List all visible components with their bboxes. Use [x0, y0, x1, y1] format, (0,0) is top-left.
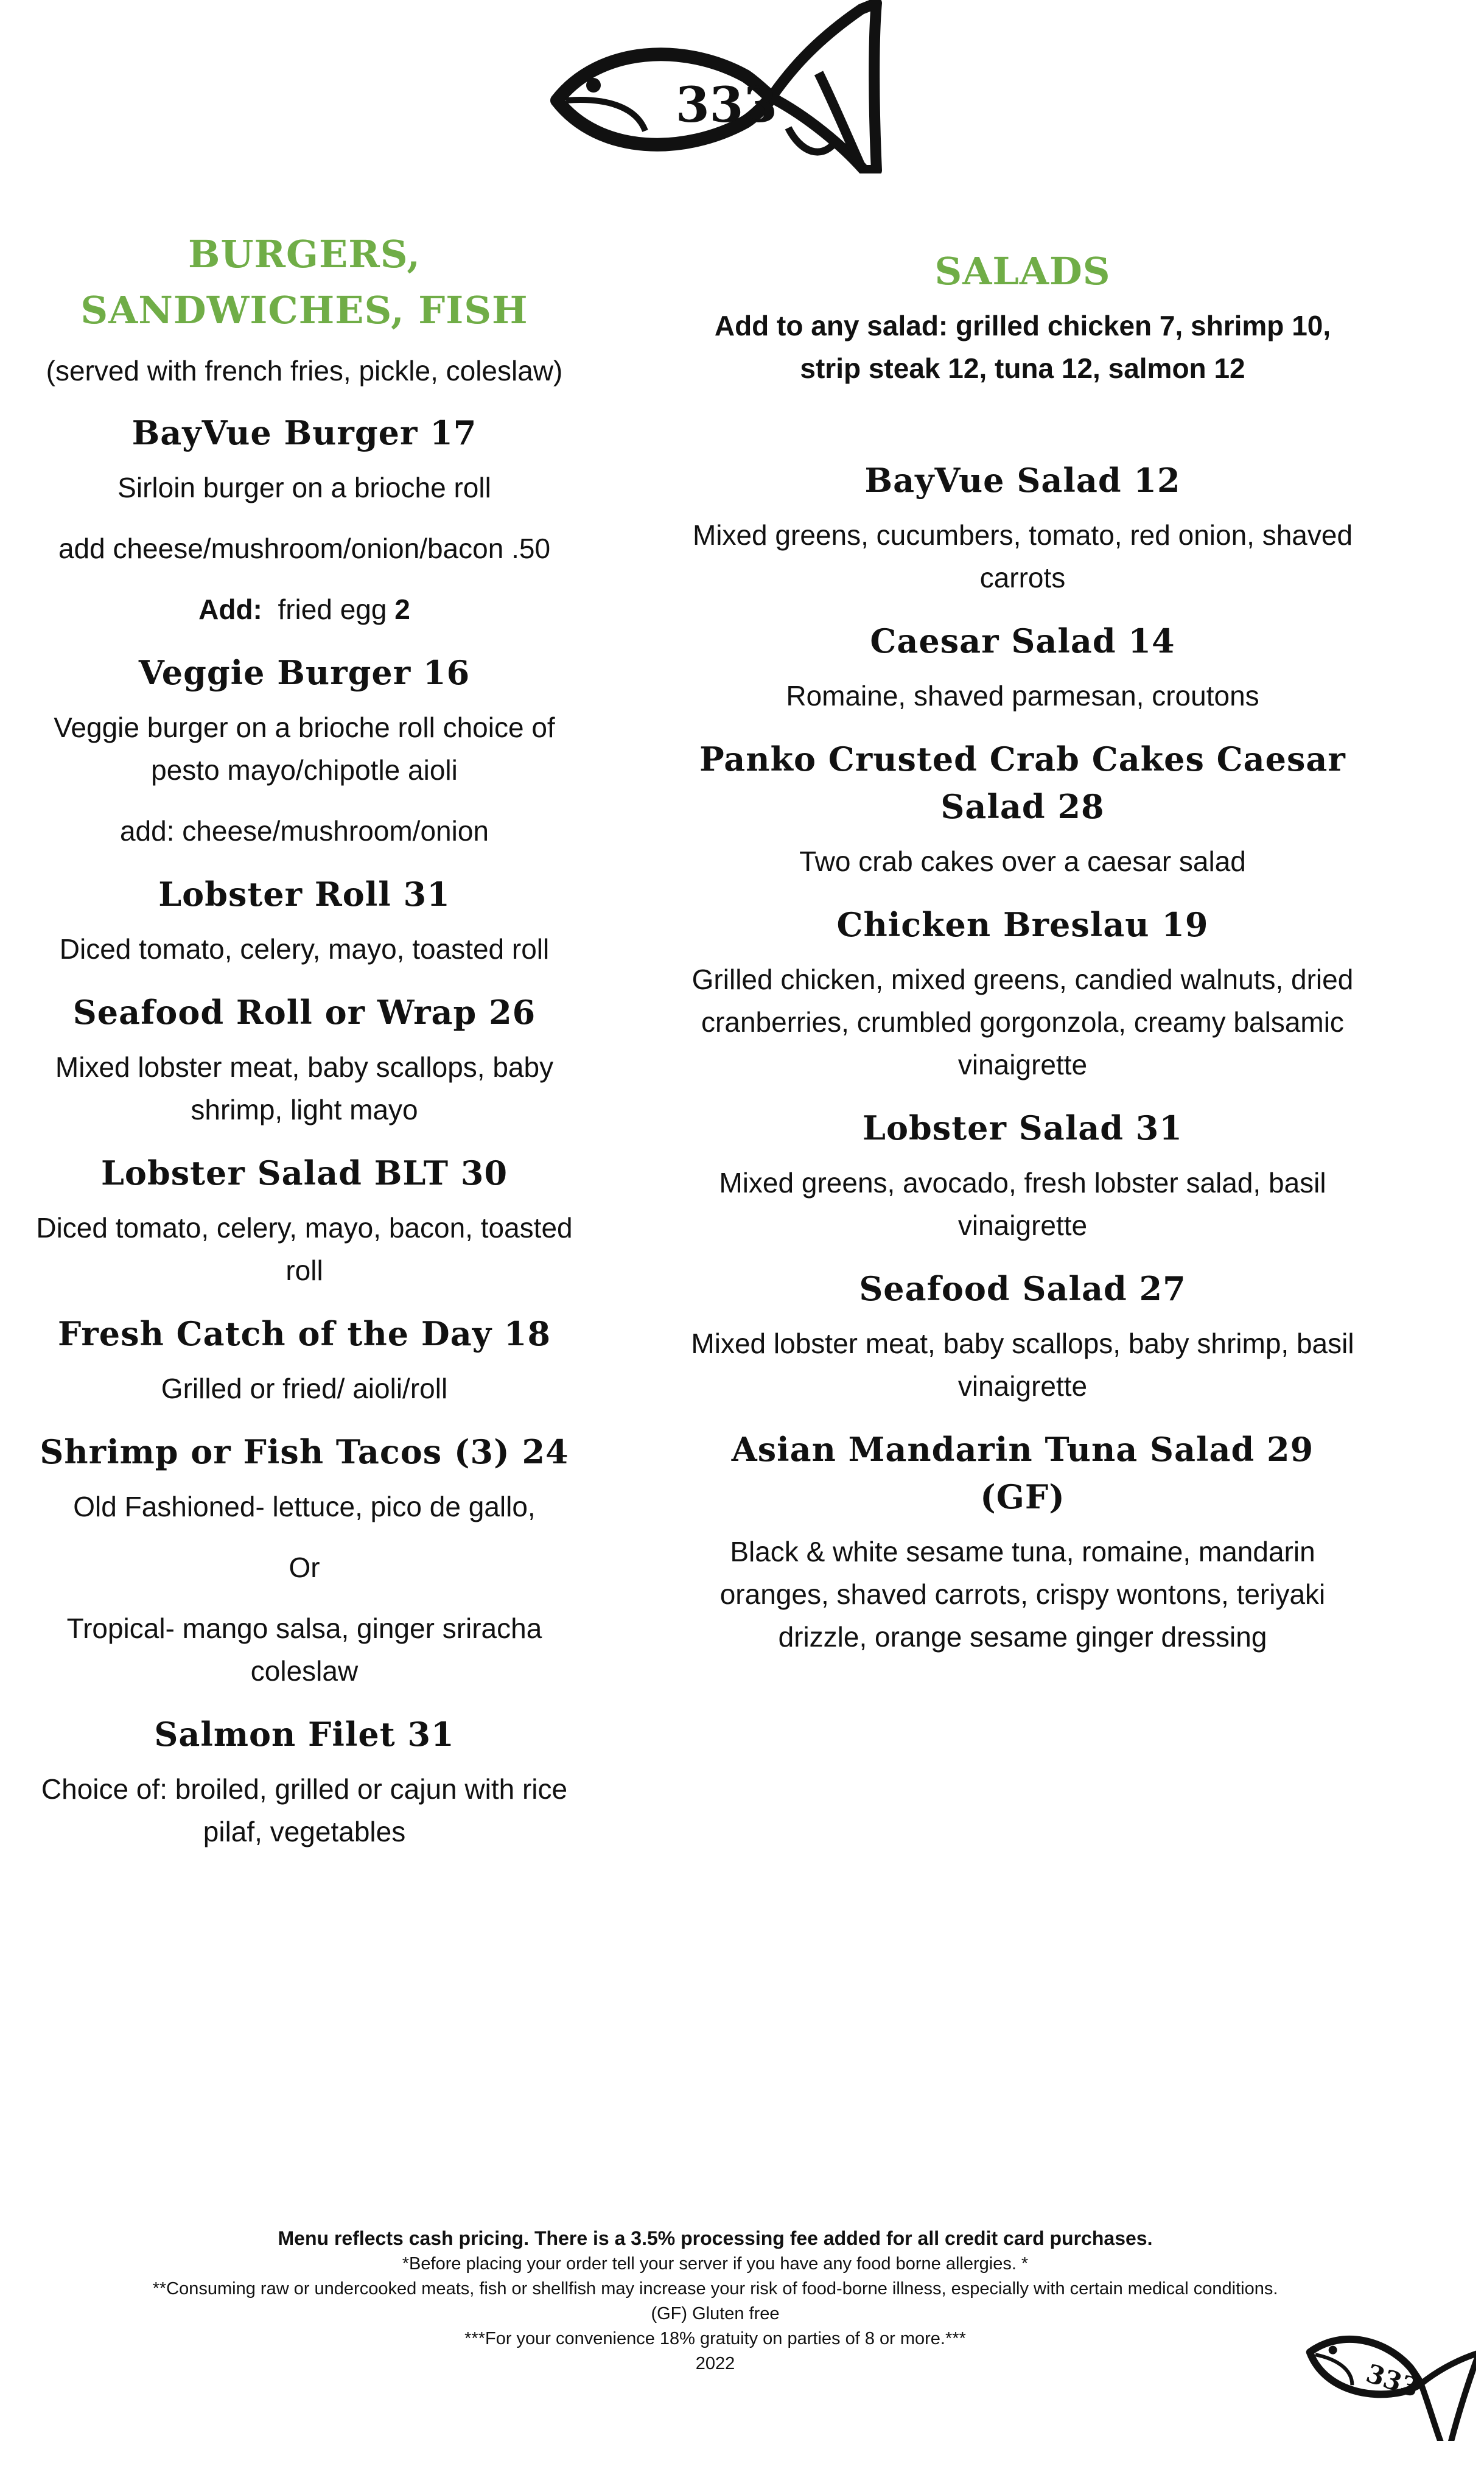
menu-item-name: Lobster Salad BLT 30 — [100, 1154, 508, 1192]
menu-item-addon: add: cheese/mushroom/onion — [119, 815, 489, 847]
menu-item-name: Veggie Burger 16 — [138, 653, 471, 692]
menu-item-name: Caesar Salad 14 — [870, 622, 1175, 660]
menu-item-name: Fresh Catch of the Day 18 — [57, 1314, 551, 1353]
addon-price: 2 — [394, 593, 410, 625]
footer-allergy-note: *Before placing your order tell your server if you have any food borne allergies. * — [402, 2254, 1029, 2274]
menu-item-desc: Or — [289, 1552, 320, 1583]
menu-item-name: BayVue Salad 12 — [864, 461, 1181, 500]
menu-item-desc: Tropical- mango salsa, ginger sriracha coleslaw — [66, 1612, 542, 1687]
menu-item-desc: Grilled or fried/ aioli/roll — [161, 1373, 448, 1404]
footer-gf-legend: (GF) Gluten free — [651, 2304, 780, 2323]
menu-item-name: Lobster Salad 31 — [863, 1108, 1183, 1147]
footer-year: 2022 — [695, 2354, 735, 2373]
svg-text:333: 333 — [676, 76, 777, 133]
menu-item-addon — [24, 588, 584, 631]
menu-item-desc: Diced tomato, celery, mayo, bacon, toasted roll — [36, 1212, 573, 1286]
footer-consumption-warning: **Consuming raw or undercooked meats, fish or shellfish may increase your risk of food-borne illness, especially with certain medical conditions. — [152, 2279, 1278, 2299]
salads-section — [685, 225, 1360, 1676]
menu-item-desc: Sirloin burger on a brioche roll — [117, 472, 491, 503]
menu-item-name: BayVue Burger 17 — [131, 413, 477, 452]
footer-pricing-note: Menu reflects cash pricing. There is a 3.5% processing fee added for all credit card purchases. — [278, 2227, 1153, 2249]
menu-item-name: Chicken Breslau 19 — [836, 905, 1209, 944]
menu-item-desc: Romaine, shaved parmesan, croutons — [786, 680, 1259, 712]
menu-item-desc: Veggie burger on a brioche roll choice of pesto mayo/chipotle aioli — [54, 712, 555, 786]
menu-footer — [122, 2225, 1309, 2376]
addon-text: fried egg — [278, 593, 387, 625]
menu-item-name: Panko Crusted Crab Cakes Caesar Salad 28 — [699, 740, 1346, 826]
menu-item-desc: Diced tomato, celery, mayo, toasted roll — [59, 933, 550, 965]
menu-item-desc: Choice of: broiled, grilled or cajun with rice pilaf, vegetables — [41, 1773, 568, 1847]
menu-item-desc: Grilled chicken, mixed greens, candied walnuts, dried cranberries, crumbled gorgonzola, creamy balsamic vinaigrette — [691, 964, 1354, 1080]
addon-label: Add: — [198, 593, 262, 625]
menu-item-name: Seafood Roll or Wrap 26 — [72, 993, 536, 1032]
fish-logo-icon — [545, 0, 886, 173]
menu-item-name: Seafood Salad 27 — [859, 1269, 1186, 1308]
section-title-salads: SALADS — [934, 249, 1111, 293]
menu-item-name: Shrimp or Fish Tacos (3) 24 — [40, 1432, 569, 1471]
menu-item-desc: Two crab cakes over a caesar salad — [799, 846, 1246, 877]
menu-item-addon: add cheese/mushroom/onion/bacon .50 — [58, 533, 551, 564]
footer-gratuity-note: ***For your convenience 18% gratuity on parties of 8 or more.*** — [464, 2329, 966, 2348]
menu-item-desc: Old Fashioned- lettuce, pico de gallo, — [73, 1491, 536, 1522]
section-title-burgers: BURGERS, SANDWICHES, FISH — [80, 232, 528, 332]
menu-item-desc: Mixed greens, cucumbers, tomato, red onion, shaved carrots — [692, 519, 1353, 593]
menu-item-name: Lobster Roll 31 — [158, 875, 450, 914]
menu-item-desc: Mixed greens, avocado, fresh lobster salad, basil vinaigrette — [719, 1167, 1326, 1241]
section-intro-burgers: (served with french fries, pickle, coleslaw) — [46, 355, 563, 387]
fish-logo-icon — [1300, 2295, 1476, 2441]
menu-item-desc: Black & white sesame tuna, romaine, mandarin oranges, shaved carrots, crispy wontons, teriyaki drizzle, orange sesame ginger dressing — [719, 1536, 1326, 1653]
svg-text:333: 333 — [1362, 2358, 1423, 2403]
section-intro-salads: Add to any salad: grilled chicken 7, shrimp 10, strip steak 12, tuna 12, salmon 12 — [714, 310, 1331, 384]
menu-item-desc: Mixed lobster meat, baby scallops, baby shrimp, basil vinaigrette — [691, 1328, 1354, 1402]
burgers-sandwiches-fish-section — [24, 225, 584, 1871]
menu-item-name: Asian Mandarin Tuna Salad 29 (GF) — [731, 1430, 1314, 1516]
menu-item-desc: Mixed lobster meat, baby scallops, baby shrimp, light mayo — [55, 1051, 554, 1126]
menu-item-name: Salmon Filet 31 — [154, 1715, 455, 1754]
